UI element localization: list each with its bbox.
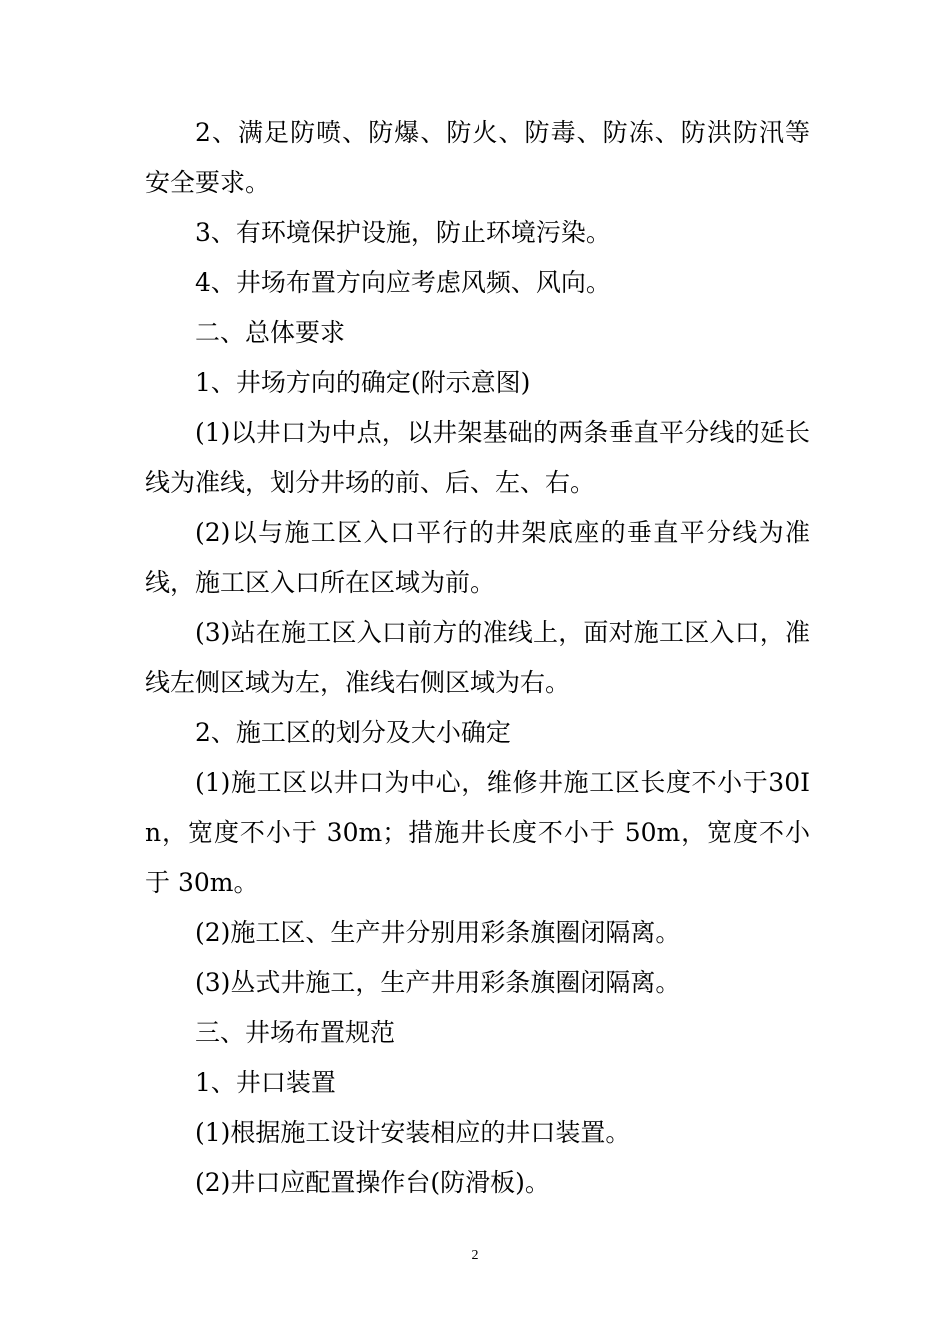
paragraph: 4、井场布置方向应考虑风频、风向。: [195, 268, 611, 297]
paragraph: (1)以井口为中点，以井架基础的两条垂直平分线的延长线为准线，划分井场的前、后、左、右。: [145, 418, 810, 497]
paragraph: (1)施工区以井口为中心，维修井施工区长度不小于30In，宽度不小于 30m；措施井长度不小于 50m，宽度不小于 30m。: [145, 768, 810, 897]
paragraph: (2)井口应配置操作台(防滑板)。: [195, 1168, 550, 1197]
paragraph: (2)施工区、生产井分别用彩条旗圈闭隔离。: [195, 918, 681, 947]
paragraph: (3)站在施工区入口前方的准线上，面对施工区入口，准线左侧区域为左，准线右侧区域为右。: [145, 618, 810, 697]
subsection-heading: 2、施工区的划分及大小确定: [195, 718, 511, 747]
section-heading: 三、井场布置规范: [195, 1018, 396, 1047]
paragraph: (2)以与施工区入口平行的井架底座的垂直平分线为准线，施工区入口所在区域为前。: [145, 518, 810, 597]
subsection-heading: 1、井口装置: [195, 1068, 336, 1097]
subsection-heading: 1、井场方向的确定(附示意图): [195, 368, 531, 397]
paragraph: 3、有环境保护设施，防止环境污染。: [195, 218, 611, 247]
paragraph: (3)丛式井施工，生产井用彩条旗圈闭隔离。: [195, 968, 681, 997]
paragraph: 2、满足防喷、防爆、防火、防毒、防冻、防洪防汛等安全要求。: [145, 118, 810, 197]
section-heading: 二、总体要求: [195, 318, 346, 347]
paragraph: (1)根据施工设计安装相应的井口装置。: [195, 1118, 631, 1147]
document-body: [145, 108, 810, 1208]
page-number: 2: [471, 1248, 479, 1263]
